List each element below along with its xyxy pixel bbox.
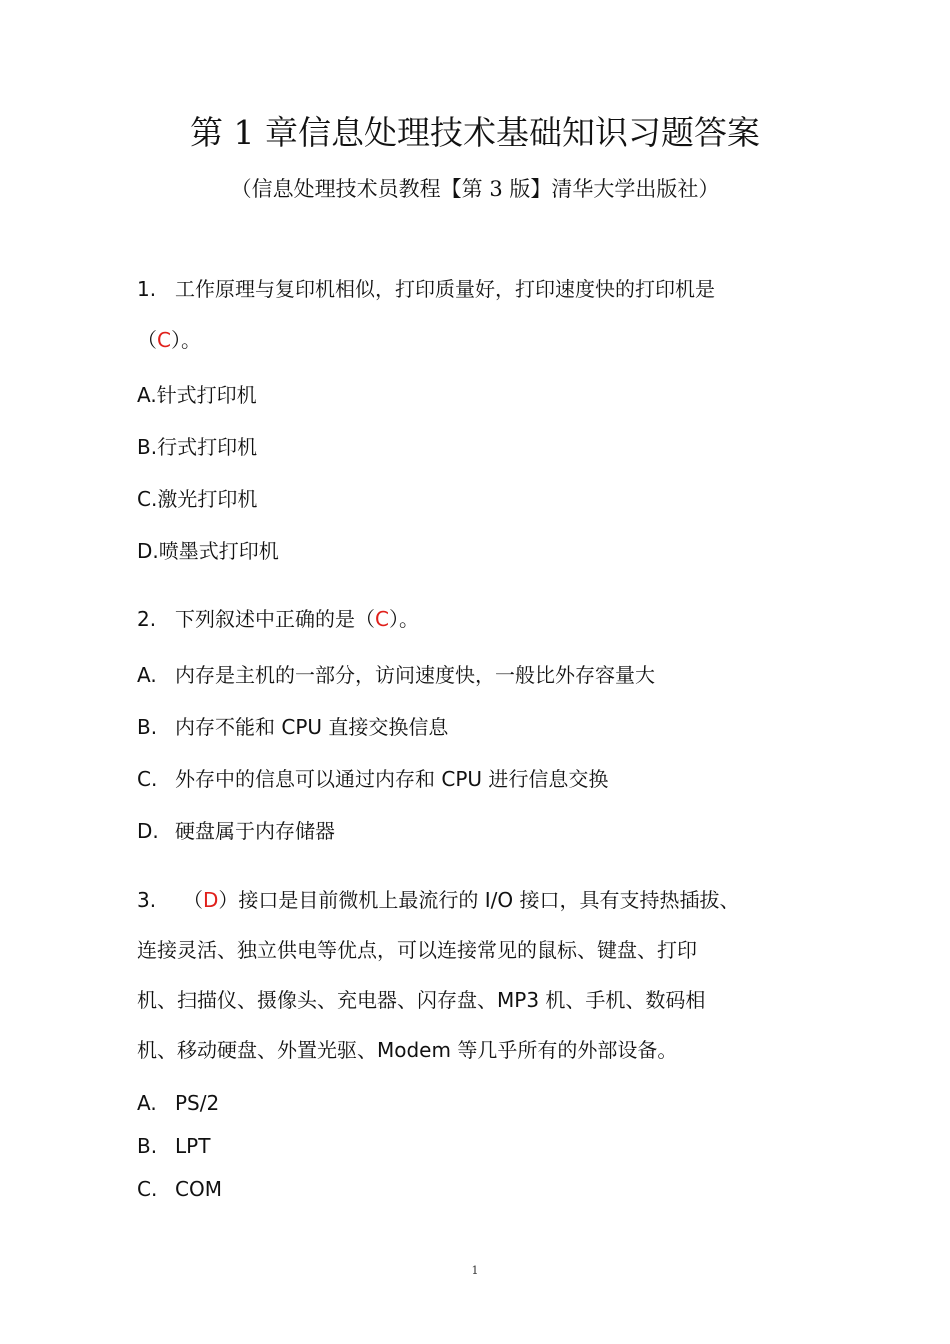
option-text: PS/2 [175, 1091, 220, 1115]
option-text: LPT [175, 1134, 211, 1158]
option-letter: C. [137, 767, 158, 791]
question-3-option-b [137, 1131, 837, 1161]
question-3-answer: D [203, 888, 219, 912]
question-2-option-c [137, 764, 837, 794]
question-3-open-paren: （ [183, 888, 203, 912]
question-1-option-b: B.行式打印机 [137, 435, 258, 459]
question-3-option-c [137, 1174, 837, 1204]
option-text: 硬盘属于内存储器 [175, 819, 335, 843]
question-1-number: 1. [137, 277, 157, 301]
option-letter: A. [137, 1091, 157, 1115]
question-2-close-paren: ）。 [388, 607, 419, 631]
question-1-stem-text: 工作原理与复印机相似，打印质量好，打印速度快的打印机是 [175, 277, 715, 301]
question-3-stem-text: ）接口是目前微机上最流行的 I/O 接口，具有支持热插拔、 [218, 888, 740, 912]
question-3-stem-line-1 [137, 885, 837, 915]
option-letter: B. [137, 1134, 158, 1158]
question-2-stem-text: 下列叙述中正确的是（ [175, 607, 375, 631]
question-3-stem-line-4: 机、移动硬盘、外置光驱、Modem 等几乎所有的外部设备。 [137, 1038, 678, 1062]
question-1-open-paren: （ [137, 328, 157, 352]
question-1-answer: C [157, 328, 171, 352]
question-1-option-a: A.针式打印机 [137, 383, 257, 407]
option-letter: A. [137, 663, 157, 687]
question-2-option-d [137, 816, 837, 846]
page-title: 第 1 章信息处理技术基础知识习题答案 [190, 113, 760, 152]
question-2-answer: C [375, 607, 389, 631]
option-letter: D. [137, 819, 159, 843]
question-1-stem-line-2 [137, 325, 837, 355]
question-2-option-a [137, 660, 837, 690]
question-3-stem-line-3: 机、扫描仪、摄像头、充电器、闪存盘、MP3 机、手机、数码相 [137, 988, 706, 1012]
page-number: 1 [471, 1264, 479, 1277]
question-3-option-a [137, 1088, 837, 1118]
question-2-option-b [137, 712, 837, 742]
question-2-stem [137, 604, 837, 634]
option-text: 内存是主机的一部分，访问速度快，一般比外存容量大 [175, 663, 655, 687]
option-letter: C. [137, 1177, 158, 1201]
question-1-stem-line-1 [137, 274, 837, 304]
question-1-option-d: D.喷墨式打印机 [137, 539, 279, 563]
question-3-stem-line-2: 连接灵活、独立供电等优点，可以连接常见的鼠标、键盘、打印 [137, 938, 697, 962]
option-letter: B. [137, 715, 158, 739]
question-1-close-paren: ）。 [170, 328, 201, 352]
question-3-number: 3. [137, 888, 157, 912]
option-text: 外存中的信息可以通过内存和 CPU 进行信息交换 [175, 767, 609, 791]
question-1-option-c: C.激光打印机 [137, 487, 258, 511]
option-text: 内存不能和 CPU 直接交换信息 [175, 715, 449, 739]
page-subtitle: （信息处理技术员教程【第 3 版】清华大学出版社） [230, 177, 720, 201]
option-text: COM [175, 1177, 222, 1201]
question-2-number: 2. [137, 607, 157, 631]
